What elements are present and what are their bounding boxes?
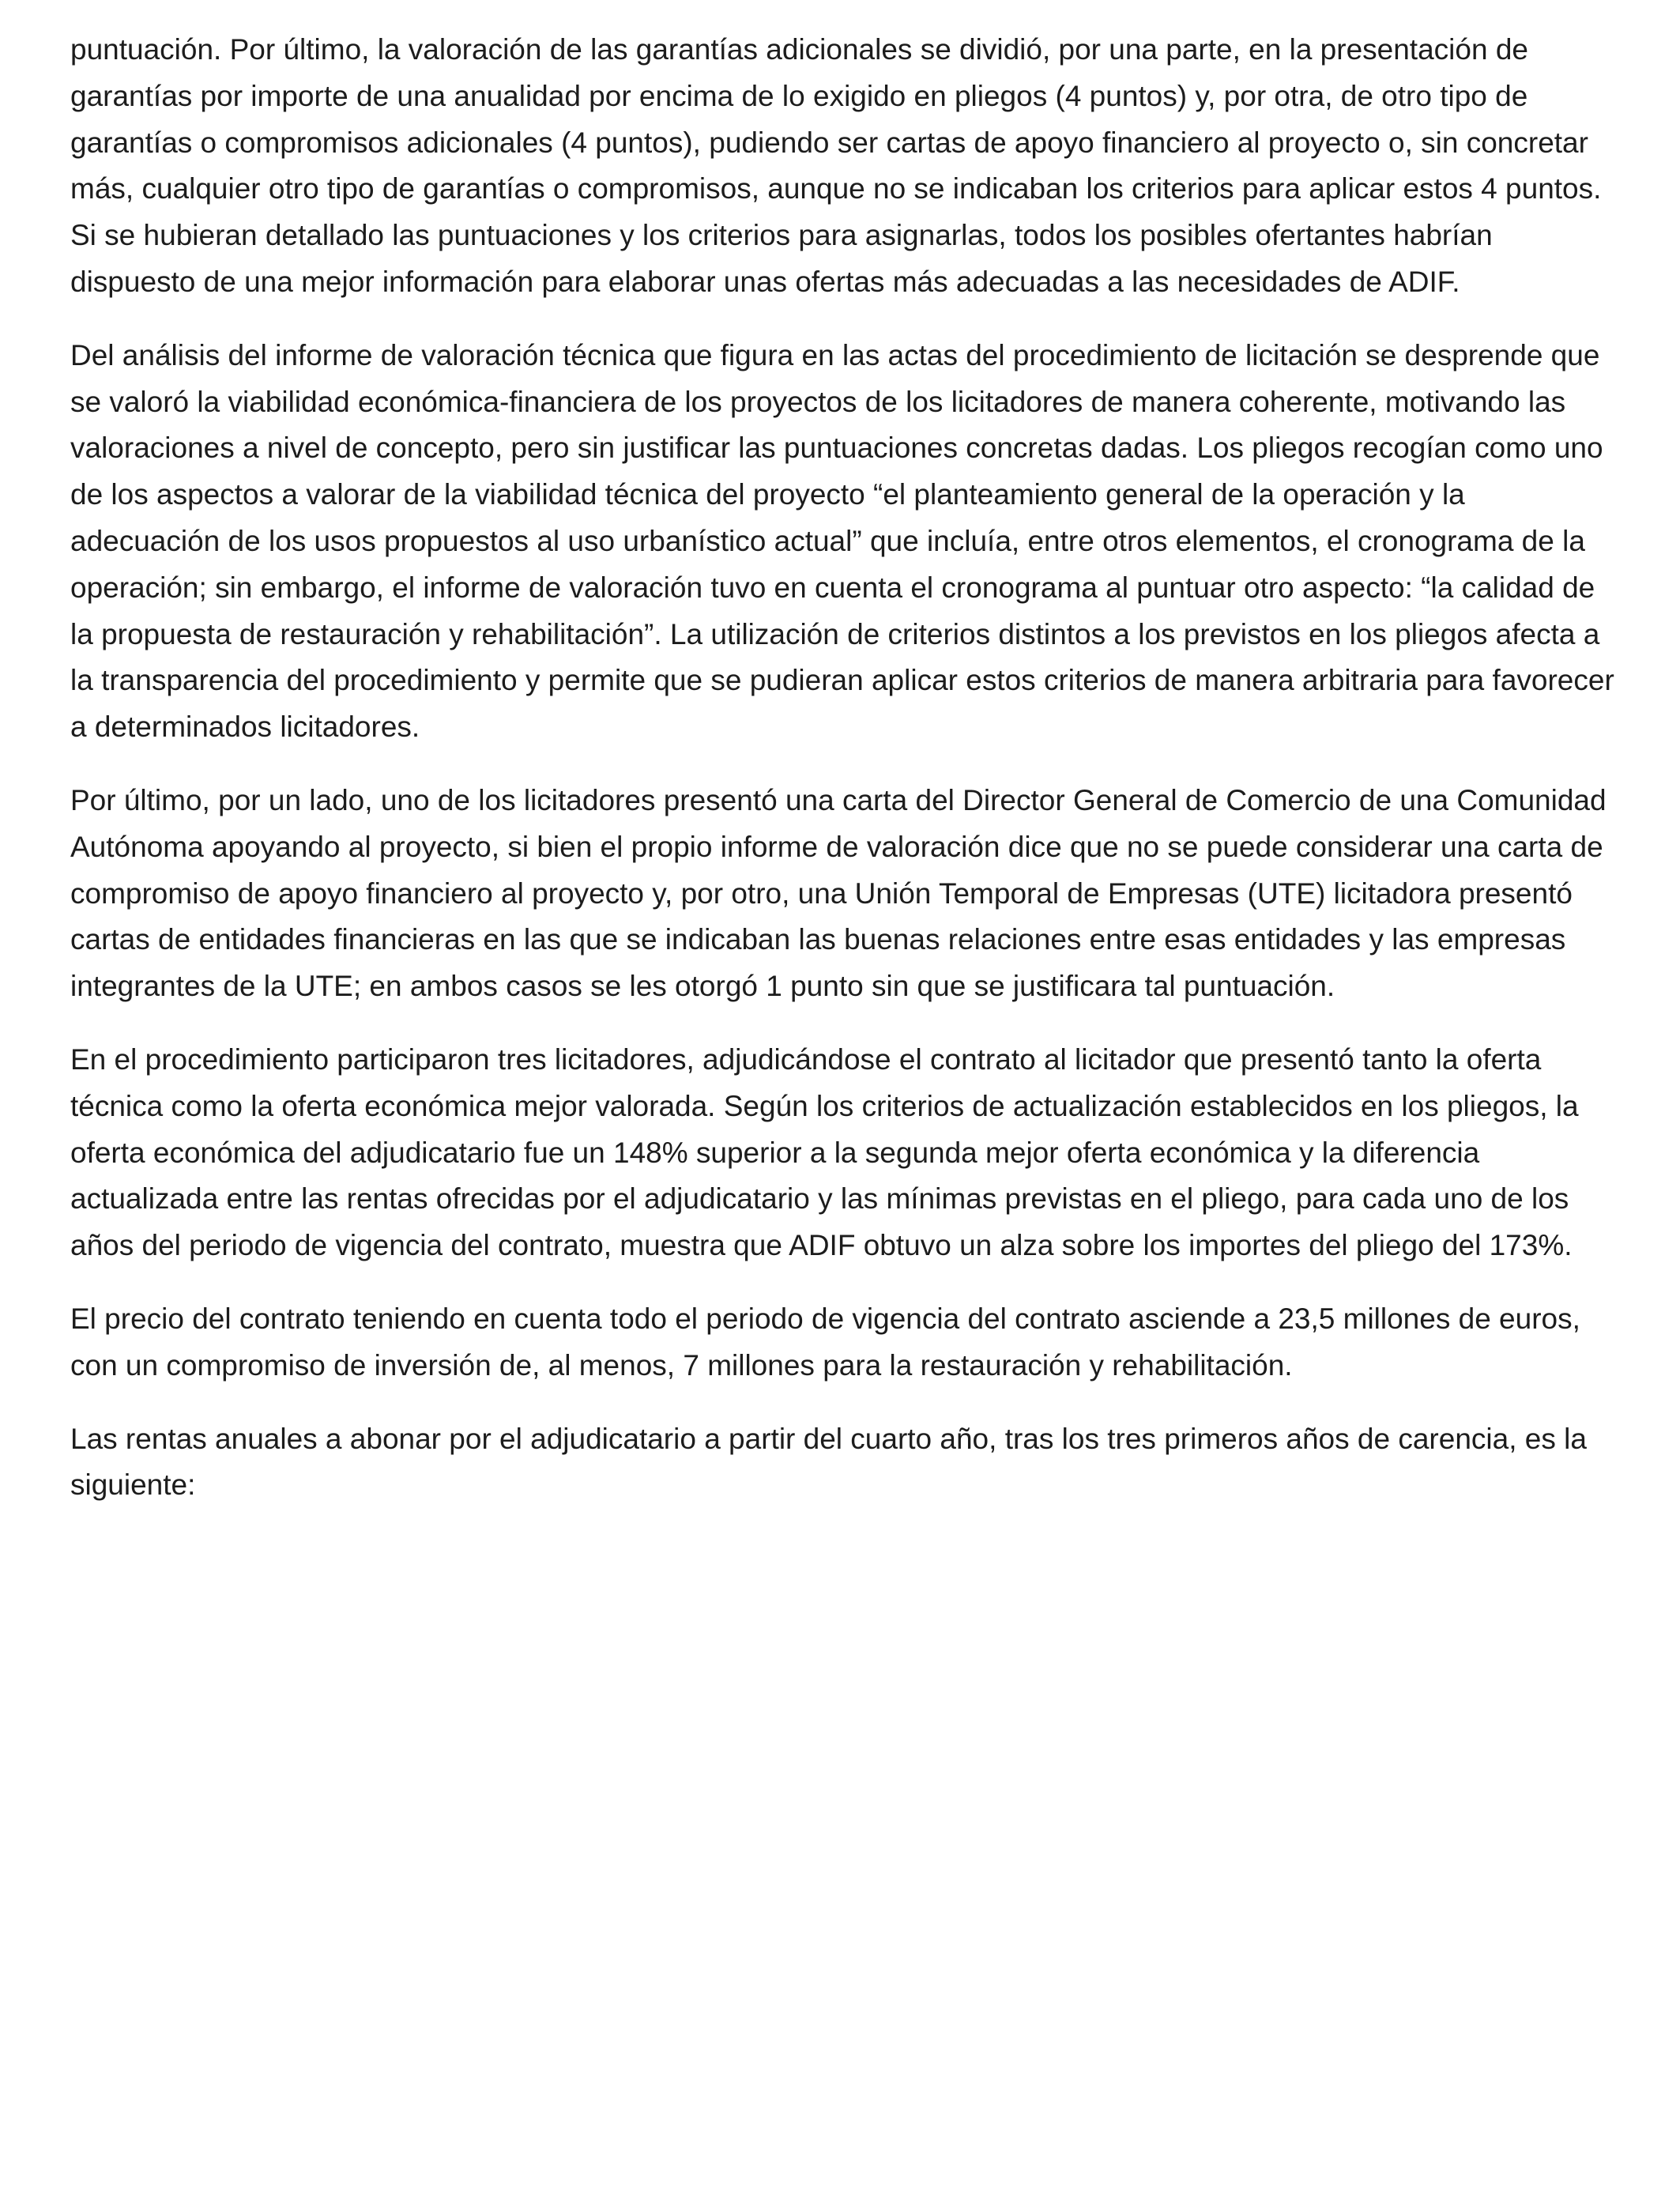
paragraph-cartas-apoyo: Por último, por un lado, uno de los licitadores presentó una carta del Director General de Comercio de una Comunidad Autónoma apoyando al proyecto, si bien el propio informe de valoración dice que no se puede considerar una carta de compromiso de apoyo financiero al proyecto y, por otro, una Unión Temporal de Empresas (UTE) licitadora presentó cartas de entidades financieras en las que se indicaban las buenas relaciones entre esas entidades y las empresas integrantes de la UTE; en ambos casos se les otorgó 1 punto sin que se justificara tal puntuación. [70, 783, 1607, 1003]
paragraph-rentas-anuales: Las rentas anuales a abonar por el adjudicatario a partir del cuarto año, tras los tres primeros años de carencia, es la siguiente: [70, 1422, 1587, 1502]
paragraph-valoracion-tecnica: Del análisis del informe de valoración técnica que figura en las actas del procedimiento de licitación se desprende que se valoró la viabilidad económica-financiera de los proyectos de los licitadores de manera coherente, motivando las valoraciones a nivel de concepto, pero sin justificar las puntuaciones concretas dadas. Los pliegos recogían como uno de los aspectos a valorar de la viabilidad técnica del proyecto “el planteamiento general de la operación y la adecuación de los usos propuestos al uso urbanístico actual” que incluía, entre otros elementos, el cronograma de la operación; sin embargo, el informe de valoración tuvo en cuenta el cronograma al puntuar otro aspecto: “la calidad de la propuesta de restauración y rehabilitación”. La utilización de criterios distintos a los previstos en los pliegos afecta a la transparencia del procedimiento y permite que se pudieran aplicar estos criterios de manera arbitraria para favorecer a determinados licitadores. [70, 338, 1614, 744]
document-page [70, 27, 1619, 1536]
paragraph-licitadores: En el procedimiento participaron tres licitadores, adjudicándose el contrato al licitador que presentó tanto la oferta técnica como la oferta económica mejor valorada. Según los criterios de actualización establecidos en los pliegos, la oferta económica del adjudicatario fue un 148% superior a la segunda mejor oferta económica y la diferencia actualizada entre las rentas ofrecidas por el adjudicatario y las mínimas previstas en el pliego, para cada uno de los años del periodo de vigencia del contrato, muestra que ADIF obtuvo un alza sobre los importes del pliego del 173%. [70, 1042, 1579, 1262]
paragraph-precio-contrato: El precio del contrato teniendo en cuenta todo el periodo de vigencia del contrato asciende a 23,5 millones de euros, con un compromiso de inversión de, al menos, 7 millones para la restauración y rehabilitación. [70, 1302, 1580, 1382]
paragraph-garantias: puntuación. Por último, la valoración de las garantías adicionales se dividió, por una parte, en la presentación de garantías por importe de una anualidad por encima de lo exigido en pliegos (4 puntos) y, por otra, de otro tipo de garantías o compromisos adicionales (4 puntos), pudiendo ser cartas de apoyo financiero al proyecto o, sin concretar más, cualquier otro tipo de garantías o compromisos, aunque no se indicaban los criterios para aplicar estos 4 puntos. Si se hubieran detallado las puntuaciones y los criterios para asignarlas, todos los posibles ofertantes habrían dispuesto de una mejor información para elaborar unas ofertas más adecuadas a las necesidades de ADIF. [70, 33, 1602, 298]
